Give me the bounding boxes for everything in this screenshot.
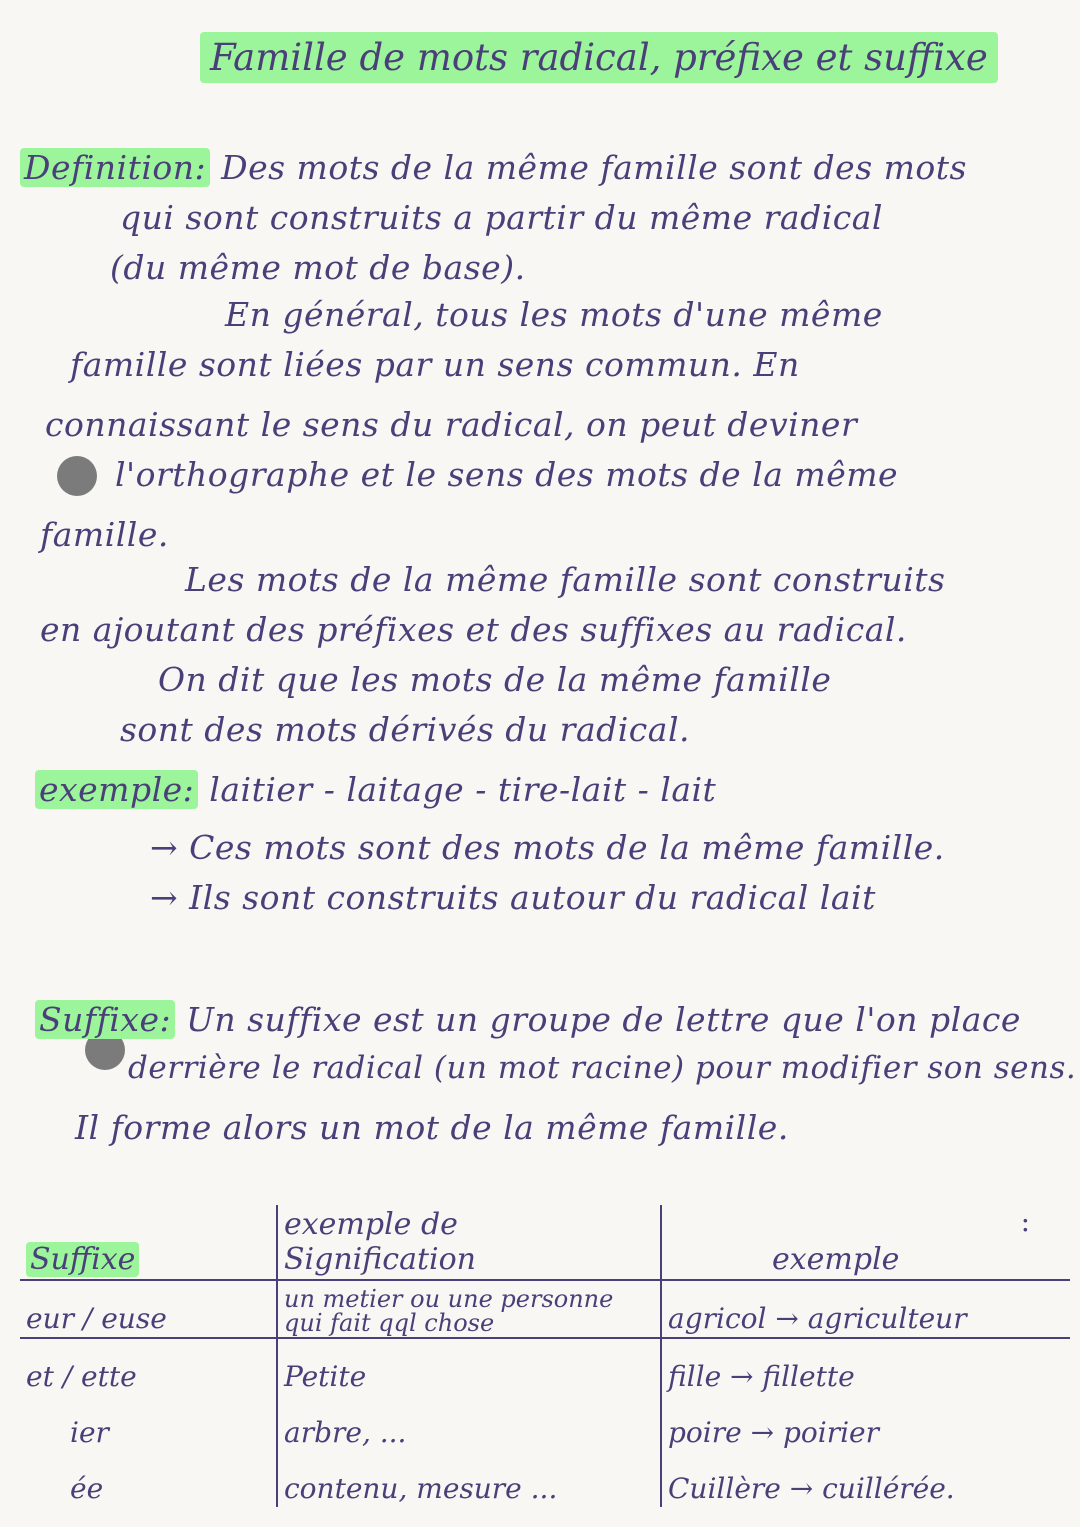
- definition-line-10: en ajoutant des préfixes et des suffixes au radical.: [40, 610, 907, 649]
- exemple-note-1: → Ces mots sont des mots de la même famille.: [150, 828, 945, 867]
- cell-signification: un metier ou une personne qui fait qql chose: [277, 1280, 661, 1338]
- definition-line-1: [20, 148, 967, 187]
- suffix-table: [20, 1205, 1070, 1507]
- exemple-words: laitier - laitage - tire-lait - lait: [209, 770, 717, 809]
- suffixe-label: Suffixe:: [35, 1000, 175, 1039]
- header-exemple: exemple: [661, 1205, 1070, 1280]
- definition-line-5: famille sont liées par un sens commun. En: [70, 345, 800, 384]
- cell-exemple: Cuillère → cuillérée.: [661, 1451, 1070, 1507]
- definition-line-8: famille.: [40, 515, 169, 554]
- definition-label: Definition:: [20, 148, 210, 187]
- cell-signification: Petite: [277, 1338, 661, 1395]
- exemple-label: exemple:: [35, 770, 198, 809]
- header-suffixe: Suffixe: [26, 1242, 139, 1277]
- exemple-line: [35, 770, 716, 809]
- cell-suffixe: ée: [70, 1472, 104, 1505]
- definition-line-12: sont des mots dérivés du radical.: [120, 710, 691, 749]
- definition-text-1: Des mots de la même famille sont des mots: [221, 148, 967, 187]
- definition-line-9: Les mots de la même famille sont construits: [185, 560, 946, 599]
- exemple-note-2: → Ils sont construits autour du radical lait: [150, 878, 876, 917]
- definition-line-3: (du même mot de base).: [110, 248, 526, 287]
- suffixe-line-3: Il forme alors un mot de la même famille.: [75, 1108, 789, 1147]
- table-header-row: [20, 1205, 1070, 1280]
- table-row: [20, 1451, 1070, 1507]
- suffixe-line-2: derrière le radical (un mot racine) pour modifier son sens.: [128, 1050, 1077, 1086]
- suffixe-text-1: Un suffixe est un groupe de lettre que l'on place: [186, 1000, 1021, 1039]
- definition-line-11: On dit que les mots de la même famille: [158, 660, 832, 699]
- table-extra-mark: :: [1020, 1205, 1030, 1238]
- punch-hole-top: [57, 456, 97, 496]
- cell-signification: arbre, ...: [277, 1395, 661, 1451]
- table-row: [20, 1395, 1070, 1451]
- page-title: Famille de mots radical, préfixe et suffixe: [200, 32, 998, 83]
- definition-line-7: l'orthographe et le sens des mots de la même: [115, 455, 899, 494]
- cell-exemple: fille → fillette: [661, 1338, 1070, 1395]
- cell-exemple: agricol → agriculteur: [661, 1280, 1070, 1338]
- header-signification: exemple de Signification: [277, 1205, 661, 1280]
- cell-signification: contenu, mesure ...: [277, 1451, 661, 1507]
- table-row: [20, 1338, 1070, 1395]
- definition-line-2: qui sont construits a partir du même radical: [120, 198, 883, 237]
- cell-suffixe: ier: [70, 1416, 109, 1449]
- cell-suffixe: eur / euse: [20, 1280, 277, 1338]
- table-row: [20, 1280, 1070, 1338]
- definition-line-6: connaissant le sens du radical, on peut deviner: [45, 405, 858, 444]
- definition-line-4: En général, tous les mots d'une même: [225, 295, 883, 334]
- suffixe-line-1: [35, 1000, 1021, 1039]
- cell-suffixe: et / ette: [20, 1338, 277, 1395]
- cell-exemple: poire → poirier: [661, 1395, 1070, 1451]
